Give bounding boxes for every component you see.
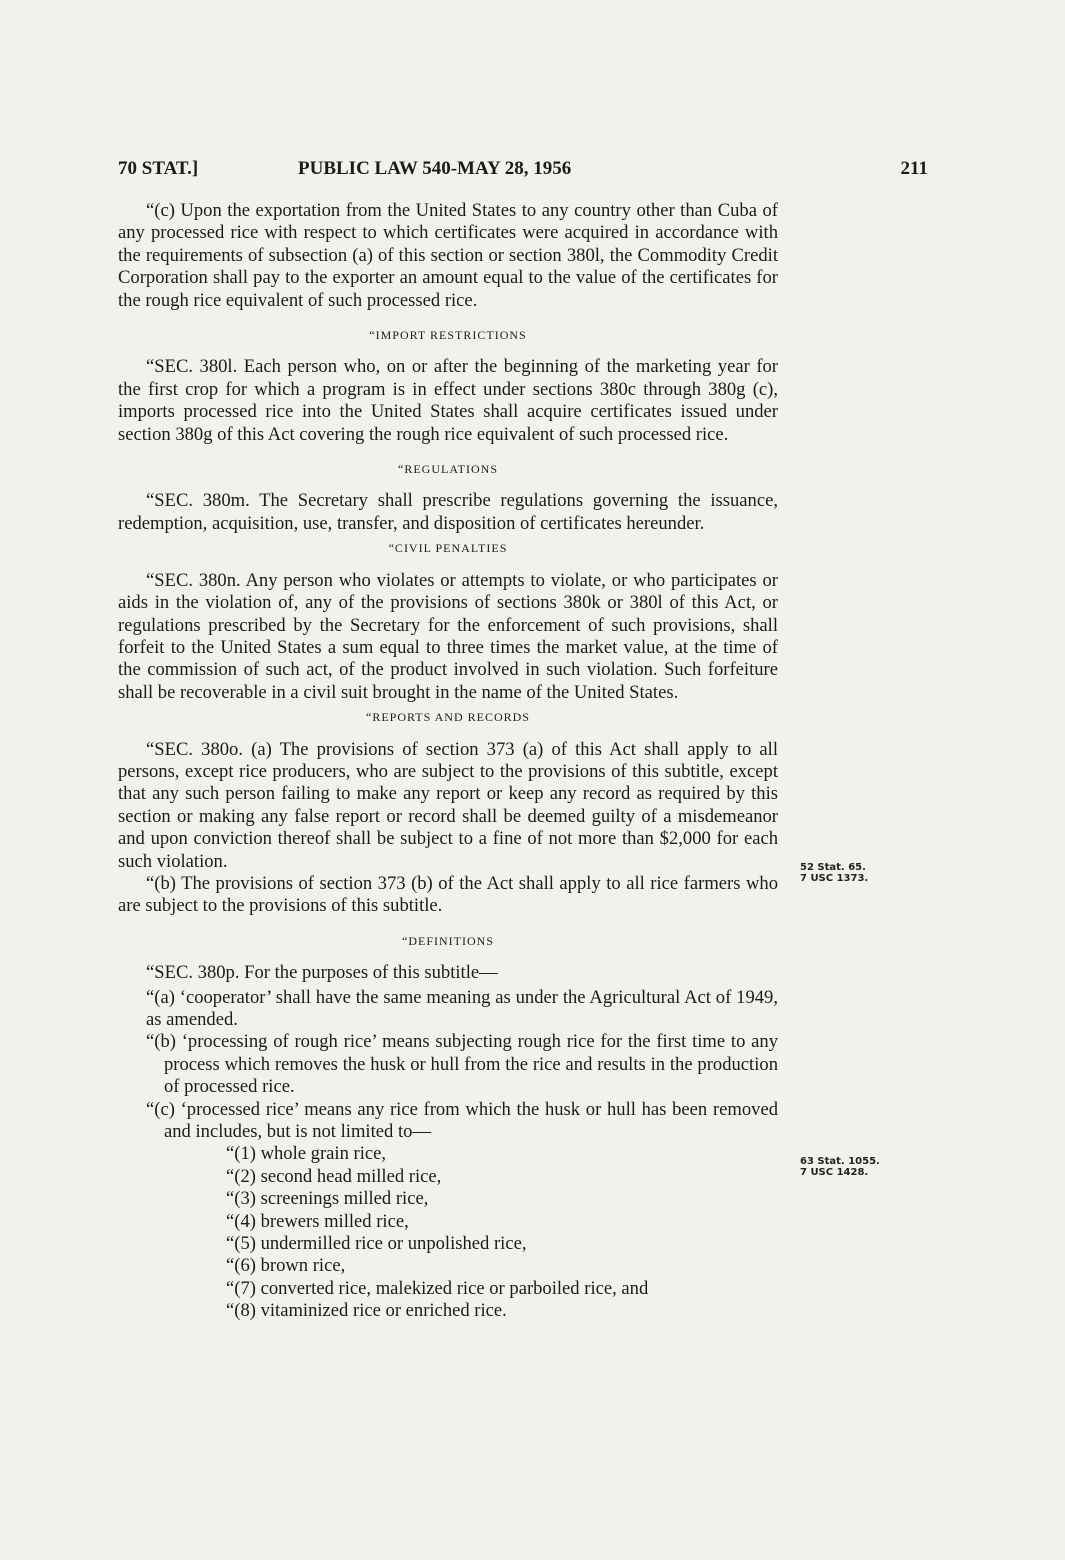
section-380m: “SEC. 380m. The Secretary shall prescribe regulations governing the issuance, redemption, acquisition, use, transfer, and disposition of certificates hereunder.	[118, 490, 778, 534]
list-item: “(6) brown rice,	[226, 1255, 346, 1277]
margin-note-63-stat	[800, 1156, 900, 1178]
heading-civil-penalties: “CIVIL PENALTIES	[388, 541, 508, 556]
definition-a: “(a) ‘cooperator’ shall have the same meaning as under the Agricultural Act of 1949, as amended.	[146, 986, 778, 1030]
margin-note-line: 63 Stat. 1055.	[800, 1156, 880, 1167]
definition-c: “(c) ‘processed rice’ means any rice from which the husk or hull has been removed and includes, but is not limited to—	[146, 1098, 778, 1143]
margin-note-line: 7 USC 1373.	[800, 873, 869, 884]
margin-note-line: 7 USC 1428.	[800, 1167, 869, 1178]
section-380o-b: “(b) The provisions of section 373 (b) of the Act shall apply to all rice farmers who are subject to the provisions of this subtitle.	[118, 872, 778, 917]
definitions-list	[118, 987, 778, 1323]
section-380p: “SEC. 380p. For the purposes of this subtitle—	[146, 962, 498, 984]
law-title: PUBLIC LAW 540-MAY 28, 1956	[298, 158, 572, 179]
definition-b: “(b) ‘processing of rough rice’ means subjecting rough rice for the first time to any process which removes the husk or hull from the rice and results in the production of processed rice.	[146, 1031, 778, 1098]
heading-import-restrictions: “IMPORT RESTRICTIONS	[369, 328, 527, 343]
heading-reports-and-records: “REPORTS AND RECORDS	[366, 710, 530, 725]
list-item: “(8) vitaminized rice or enriched rice.	[226, 1300, 507, 1322]
document-body	[118, 200, 778, 1323]
section-380n: “SEC. 380n. Any person who violates or attempts to violate, or who participates or aids in the violation of, any of the provisions of sections 380k or 380l of this Act, or regulations prescribed by the Secretary for the enforcement of such provisions, shall forfeit to the United States a sum equal to three times the market value, at the time of the commission of such act, of the product involved in such violation. Such forfeiture shall be recoverable in a civil suit brought in the name of the United States.	[118, 569, 778, 703]
heading-definitions: “DEFINITIONS	[402, 933, 494, 948]
list-item: “(4) brewers milled rice,	[226, 1210, 409, 1232]
heading-regulations: “REGULATIONS	[398, 462, 498, 477]
section-380l: “SEC. 380l. Each person who, on or after the beginning of the marketing year for the first crop for which a program is in effect under sections 380c through 380g (c), imports processed rice into the United States shall acquire certificates issued under section 380g of this Act covering the rough rice equivalent of such processed rice.	[118, 356, 778, 445]
list-item: “(1) whole grain rice,	[226, 1143, 387, 1165]
subsection-c-export: “(c) Upon the exportation from the United States to any country other than Cuba of any processed rice with respect to which certificates were acquired in accordance with the requirements of subsection (a) of this section or section 380l, the Commodity Credit Corporation shall pay to the exporter an amount equal to the value of the certificates for the rough rice equivalent of such processed rice.	[118, 200, 778, 311]
list-item: “(5) undermilled rice or unpolished rice,	[226, 1233, 527, 1255]
list-item: “(2) second head milled rice,	[226, 1165, 442, 1187]
margin-note-line: 52 Stat. 65.	[800, 862, 866, 873]
page-header	[118, 158, 928, 188]
list-item: “(3) screenings milled rice,	[226, 1188, 429, 1210]
page-number: 211	[900, 158, 928, 179]
processed-rice-list	[118, 1143, 778, 1322]
list-item: “(7) converted rice, malekized rice or parboiled rice, and	[226, 1277, 649, 1299]
stat-volume: 70 STAT.]	[118, 158, 199, 179]
section-380o-a: “SEC. 380o. (a) The provisions of section 373 (a) of this Act shall apply to all persons, except rice producers, who are subject to the provisions of this subtitle, except that any such person failing to make any report or keep any record as required by this section or making any false report or record shall be deemed guilty of a misdemeanor and upon conviction thereof shall be subject to a fine of not more than $2,000 for each such violation.	[118, 738, 778, 872]
margin-note-52-stat	[800, 862, 900, 884]
